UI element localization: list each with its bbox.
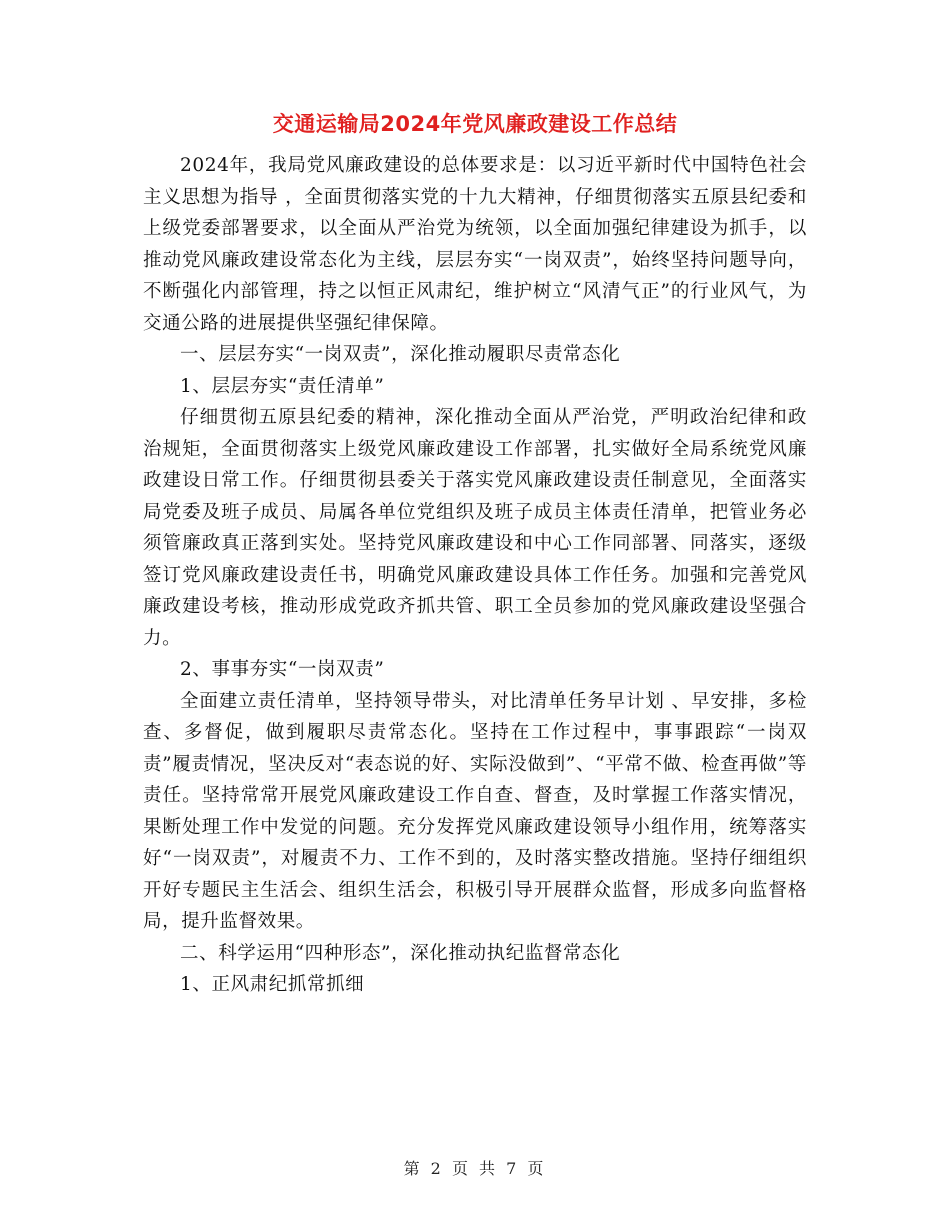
document-title: 交通运输局2024年党风廉政建设工作总结 xyxy=(272,112,678,136)
subsection-heading-1-1: 1、层层夯实“责任清单” xyxy=(180,375,385,397)
page-footer: 第 2 页 共 7 页 xyxy=(403,1159,547,1178)
subsection-heading-1-2: 2、事事夯实“一岗双责” xyxy=(180,659,385,680)
subsection-heading-2-1: 1、正风肃纪抓常抓细 xyxy=(180,974,365,995)
paragraph-intro: 2024年，我局党风廉政建设的总体要求是：以习近平新时代中国特色社会主义思想为指导 ，全面贯彻落实党的十九大精神，仔细贯彻落实五原县纪委和上级党委部署要求，以全面从严治党为统领，以全面加强纪律建设为抓手，以推动党风廉政建设常态化为主线，层层夯实“一岗双责”，始终坚持问题导向，不断强化内部管理，持之以恒正风肃纪，维护树立“风清气正”的行业风气，为交通公路的进展提供坚强纪律保障。 xyxy=(143,155,807,334)
section-heading-1: 一、层层夯实“一岗双责”，深化推动履职尽责常态化 xyxy=(180,344,621,365)
document-body xyxy=(143,150,807,1001)
paragraph-1-2: 全面建立责任清单，坚持领导带头，对比清单任务早计划 、早安排，多检查、多督促，做到履职尽责常态化。坚持在工作过程中，事事跟踪“一岗双责”履责情况，坚决反对“表态说的好、实际没做到”、“平常不做、检查再做”等责任。坚持常常开展党风廉政建设工作自查、督查，及时掌握工作落实情况，果断处理工作中发觉的问题。充分发挥党风廉政建设领导小组作用，统筹落实好“一岗双责”，对履责不力、工作不到的，及时落实整改措施。坚持仔细组织开好专题民主生活会、组织生活会，积极引导开展群众监督，形成多向监督格局，提升监督效果。 xyxy=(143,690,807,932)
section-heading-2: 二、科学运用“四种形态”，深化推动执纪监督常态化 xyxy=(180,942,621,964)
paragraph-1-1: 仔细贯彻五原县纪委的精神，深化推动全面从严治党，严明政治纪律和政治规矩，全面贯彻落实上级党风廉政建设工作部署，扎实做好全局系统党风廉政建设日常工作。仔细贯彻县委关于落实党风廉政建设责任制意见，全面落实局党委及班子成员、局属各单位党组织及班子成员主体责任清单，把管业务必须管廉政真正落到实处。坚持党风廉政建设和中心工作同部署、同落实，逐级签订党风廉政建设责任书，明确党风廉政建设具体工作任务。加强和完善党风廉政建设考核，推动形成党政齐抓共管、职工全员参加的党风廉政建设坚强合力。 xyxy=(143,407,807,649)
